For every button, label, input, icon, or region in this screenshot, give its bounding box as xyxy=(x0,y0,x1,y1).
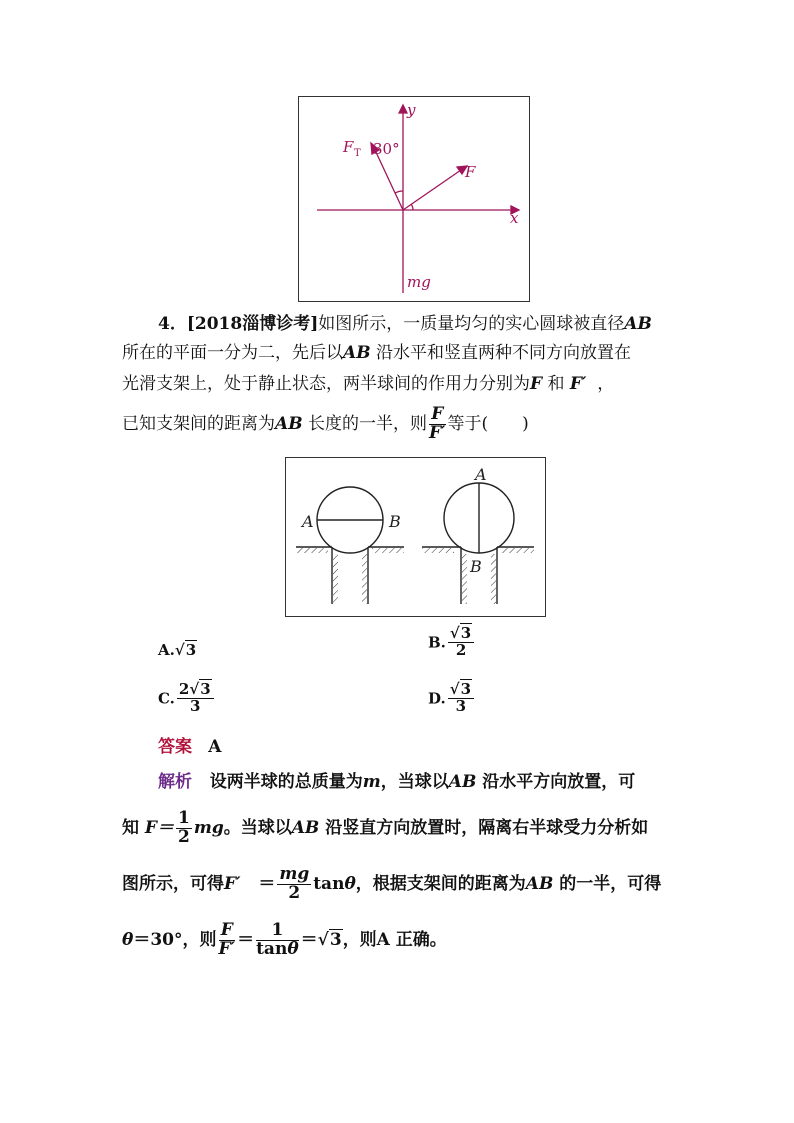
fraction-f-over-fprime xyxy=(219,922,236,959)
ft-label: F xyxy=(343,138,354,156)
analysis-line-3 xyxy=(122,866,682,903)
radicand: 3 xyxy=(329,929,342,950)
question-number: 4． xyxy=(158,314,187,334)
ft-vector xyxy=(375,150,403,210)
frac-num: F xyxy=(429,406,446,425)
frac-den: 2 xyxy=(288,882,301,903)
option-d[interactable] xyxy=(428,682,476,715)
ab-label: AB xyxy=(275,413,303,434)
hatch xyxy=(462,554,467,604)
hatch xyxy=(372,548,404,553)
analysis-text-3b: ，根据支架间的距离为 xyxy=(355,873,526,894)
hatch xyxy=(296,548,328,553)
force-diagram-svg xyxy=(299,97,531,303)
question-line-2 xyxy=(122,339,682,367)
right-a-label: A xyxy=(475,465,487,484)
frac-den xyxy=(256,938,299,959)
frac-den: 3 xyxy=(190,696,201,715)
angle-arc-theta xyxy=(411,204,413,210)
question-text-1: 如图所示，一质量均匀的实心圆球被直径 xyxy=(318,314,625,334)
analysis-text-1a: 设两半球的总质量为 xyxy=(209,772,363,792)
m-symbol: m xyxy=(362,772,381,792)
fraction-one-over-tan xyxy=(256,922,299,959)
question-he: 和 xyxy=(547,374,565,394)
frac-num: mg xyxy=(279,864,310,884)
theta-symbol: θ xyxy=(344,873,356,894)
analysis-text-2b: 。当球以 xyxy=(223,817,292,838)
analysis-text-2a: 知 xyxy=(122,817,139,838)
equals: ＝ xyxy=(300,929,318,950)
mg-symbol: mg xyxy=(193,817,224,838)
fraction-sqrt3-over-2: $\frac{√3}{2}$ xyxy=(448,626,474,659)
question-text-2a: 所在的平面一分为二，先后以 xyxy=(122,343,343,363)
frac-den: F′ xyxy=(218,938,236,959)
f-eq: F＝ xyxy=(144,817,174,838)
sqrt3: √3 xyxy=(317,929,342,950)
sphere-support-figure xyxy=(285,457,546,617)
f-label: F xyxy=(465,163,476,181)
analysis-label: 解析 xyxy=(158,772,192,792)
left-b-label: B xyxy=(389,512,401,531)
question-text-4a: 已知支架间的距离为 xyxy=(122,413,275,434)
angle-arc-30 xyxy=(395,191,403,193)
option-c[interactable] xyxy=(158,682,216,715)
question-line-1 xyxy=(158,310,678,338)
coef: 2 xyxy=(178,680,190,698)
option-b[interactable] xyxy=(428,626,476,659)
y-axis-label: y xyxy=(407,101,416,119)
frac-num: 1 xyxy=(178,808,190,828)
fprime-symbol: F′ xyxy=(569,374,587,394)
theta-symbol: θ xyxy=(287,938,299,959)
analysis-text-1c: 沿水平方向放置，可 xyxy=(482,772,636,792)
option-d-label: D. xyxy=(428,689,446,708)
ab-label: AB xyxy=(525,873,554,894)
hatch xyxy=(333,554,338,604)
analysis-text-2c: 沿竖直方向放置时，隔离右半球受力分析如 xyxy=(325,817,649,838)
analysis-text-4b: ，则A 正确。 xyxy=(342,929,447,950)
frac-num: 1 xyxy=(256,922,299,941)
analysis-text-3c: 的一半，可得 xyxy=(559,873,662,894)
right-b-label: B xyxy=(470,557,482,576)
question-text-4b: 长度的一半，则 xyxy=(307,413,427,434)
tan-text: tan xyxy=(313,873,345,894)
frac-den: 2 xyxy=(178,826,190,847)
ab-label: AB xyxy=(448,772,477,792)
frac-num: F xyxy=(219,922,236,941)
question-source: [2018淄博诊考] xyxy=(186,314,319,334)
answer-value: A xyxy=(208,737,222,757)
hatch xyxy=(422,548,454,553)
fprime-symbol: F′ xyxy=(224,873,241,894)
hatch xyxy=(362,554,367,604)
answer-line xyxy=(158,733,221,761)
frac-den: 2 xyxy=(455,640,467,659)
sqrt3: √3 xyxy=(174,641,197,659)
analysis-text-1b: ，当球以 xyxy=(380,772,449,792)
question-text-2b: 沿水平和竖直两种不同方向放置在 xyxy=(375,343,631,363)
fraction-sqrt3-over-3: $\frac{√3}{3}$ xyxy=(448,682,474,715)
question-comma: ， xyxy=(597,374,615,394)
angle-label: 30° xyxy=(373,140,400,158)
equals: ＝ xyxy=(258,873,276,894)
tan-text: tan xyxy=(256,938,288,959)
f-symbol: F xyxy=(530,374,543,394)
analysis-line-2 xyxy=(122,810,682,847)
question-line-3 xyxy=(122,370,682,398)
question-text-3a: 光滑支架上，处于静止状态，两半球间的作用力分别为 xyxy=(122,374,530,394)
hatch xyxy=(491,554,496,604)
radicand: 3 xyxy=(460,680,471,698)
option-a-label: A. xyxy=(158,641,175,659)
equals: ＝ xyxy=(237,929,255,950)
force-diagram-figure xyxy=(298,96,530,302)
option-b-label: B. xyxy=(428,633,446,652)
ab-label: AB xyxy=(624,314,652,334)
option-a[interactable] xyxy=(158,636,197,664)
question-text-4c: 等于( ) xyxy=(447,413,529,434)
theta-symbol: θ xyxy=(122,929,134,950)
frac-den: 3 xyxy=(455,696,467,715)
fraction-f-over-fprime xyxy=(429,406,446,443)
analysis-line-4 xyxy=(122,922,682,959)
fraction-2sqrt3-over-3: $\frac{2√3}{3}$ xyxy=(177,682,214,715)
answer-label: 答案 xyxy=(158,737,192,757)
radicand: 3 xyxy=(460,624,472,642)
y-axis-arrow xyxy=(399,105,407,113)
radicand: 3 xyxy=(185,641,197,659)
ab-label: AB xyxy=(343,343,371,363)
fraction-one-half xyxy=(176,810,192,847)
question-line-4 xyxy=(122,406,682,443)
analysis-text-4a: ＝30°，则 xyxy=(133,929,217,950)
x-axis-label: x xyxy=(510,209,519,227)
ft-subscript: T xyxy=(354,148,361,159)
analysis-text-3a: 图所示，可得 xyxy=(122,873,224,894)
option-c-label: C. xyxy=(158,689,175,708)
frac-den: F′ xyxy=(428,422,446,443)
mg-label: mg xyxy=(407,273,431,291)
hatch xyxy=(502,548,534,553)
analysis-line-1 xyxy=(158,768,678,796)
fraction-mg-over-2 xyxy=(277,866,311,903)
sphere-support-svg xyxy=(286,458,547,618)
left-a-label: A xyxy=(302,512,314,531)
ab-label: AB xyxy=(291,817,320,838)
radicand: 3 xyxy=(200,680,211,698)
